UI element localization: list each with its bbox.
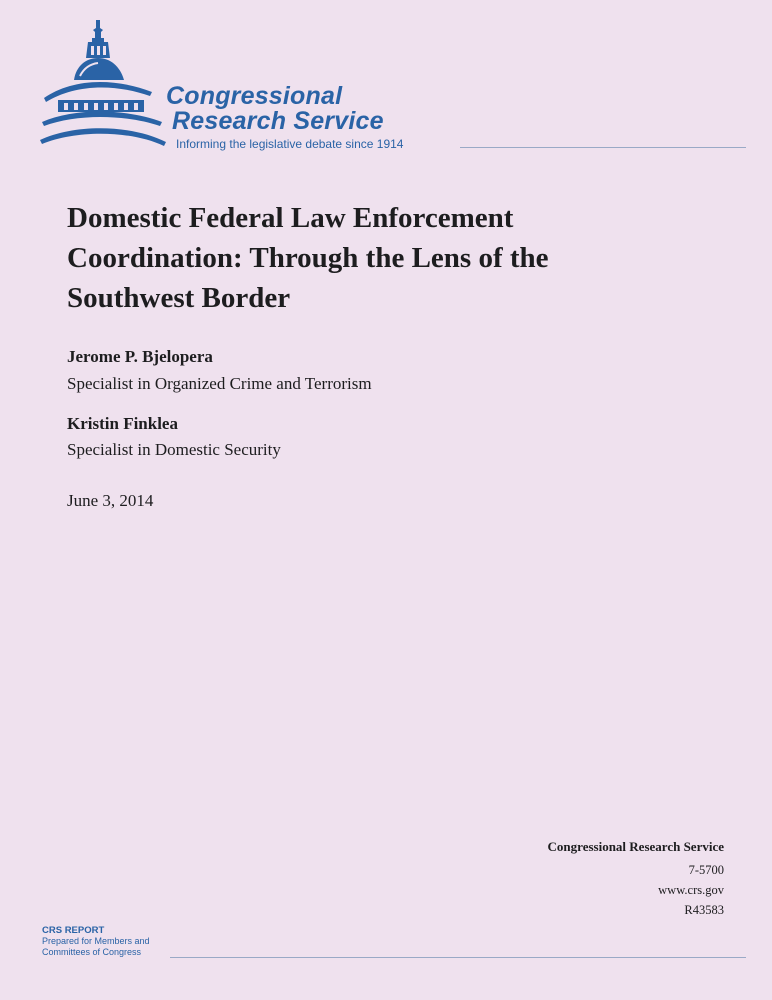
- crs-report-label: [42, 925, 150, 958]
- capitol-dome-icon: [40, 18, 170, 153]
- author-name: Kristin Finklea: [67, 414, 178, 433]
- footer-publisher-info: [424, 838, 724, 920]
- footer-divider: [170, 957, 746, 958]
- footer-report-number: R43583: [684, 903, 724, 917]
- report-date: June 3, 2014: [67, 491, 154, 510]
- report-title-line: Coordination: Through the Lens of the: [67, 242, 549, 274]
- footer-org-name: Congressional Research Service: [547, 839, 724, 854]
- crs-report-subline: Committees of Congress: [42, 947, 142, 957]
- crs-report-subline: Prepared for Members and: [42, 936, 150, 946]
- brand-tagline: Informing the legislative debate since 1914: [176, 137, 404, 151]
- author-name: Jerome P. Bjelopera: [67, 347, 213, 366]
- report-title-line: Domestic Federal Law Enforcement: [67, 202, 514, 234]
- brand-name-line1: Congressional: [166, 82, 343, 110]
- report-title: [67, 198, 707, 318]
- report-title-line: Southwest Border: [67, 282, 291, 314]
- author-role: Specialist in Organized Crime and Terrorism: [67, 374, 372, 393]
- header-divider: [460, 147, 746, 148]
- brand-name-line2: Research Service: [172, 107, 384, 135]
- crs-report-heading: CRS REPORT: [42, 925, 105, 936]
- author-role: Specialist in Domestic Security: [67, 440, 281, 459]
- footer-website: www.crs.gov: [658, 883, 724, 897]
- footer-report-code: 7-5700: [688, 863, 724, 877]
